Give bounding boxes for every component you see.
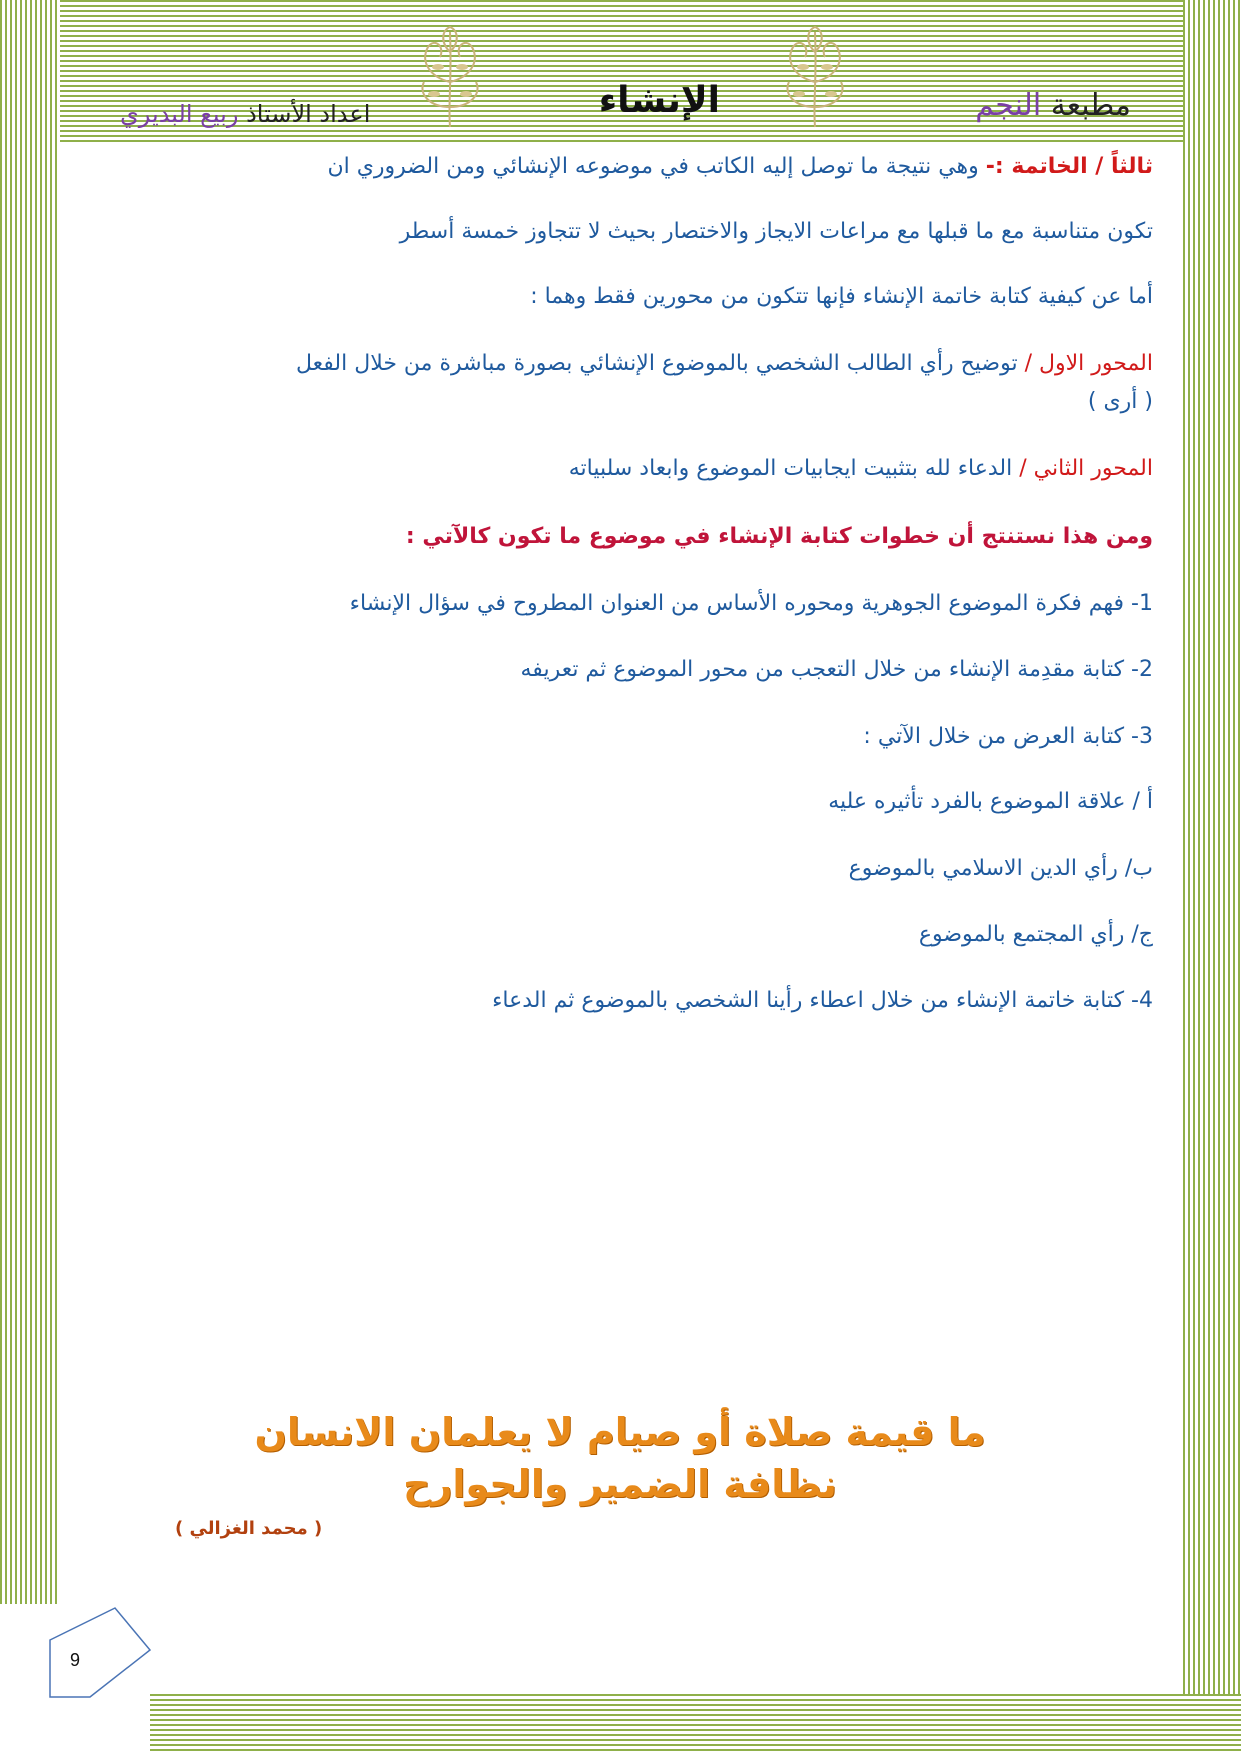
paragraph-conclusion-definition (93, 150, 1153, 184)
axis-text: الدعاء لله بتثبيت ايجابيات الموضوع وابعاد سلبياته (568, 456, 1013, 481)
axis-label: المحور الاول (1039, 351, 1153, 376)
header-author-name: ربيع البديري (120, 100, 239, 128)
header-publisher-prefix: مطبعة (1050, 88, 1131, 123)
quote-line: نظافة الضمير والجوارح (403, 1462, 837, 1506)
header-publisher (975, 88, 1131, 123)
page-border-left (0, 0, 60, 1604)
axis-label: المحور الثاني (1033, 456, 1153, 481)
paragraph-text: أما عن كيفية كتابة خاتمة الإنشاء فإنها تتكون من محورين فقط وهما : (530, 284, 1153, 309)
axis-one-continuation: ( أرى ) (1087, 389, 1153, 414)
section-label: ثالثاً / الخاتمة :- (985, 154, 1153, 179)
quote-author: ( محمد الغزالي ) (175, 1518, 323, 1539)
axis-text: توضيح رأي الطالب الشخصي بالموضوع الإنشائي بصورة مباشرة من خلال الفعل (296, 351, 1018, 376)
list-item: 3- كتابة العرض من خلال الآتي : (863, 724, 1153, 749)
list-item: أ / علاقة الموضوع بالفرد تأثيره عليه (828, 789, 1153, 814)
axis-one (93, 347, 1153, 381)
header-title: الإنشاء (598, 80, 720, 121)
list-item: 1- فهم فكرة الموضوع الجوهرية ومحوره الأساس من العنوان المطروح في سؤال الإنشاء (349, 591, 1153, 616)
axis-separator: / (1017, 351, 1039, 376)
page-border-top (0, 0, 1241, 50)
page-number-shape (45, 1605, 155, 1700)
steps-heading: ومن هذا نستنتج أن خطوات كتابة الإنشاء في موضوع ما تكون كالآتي : (405, 524, 1153, 549)
header-publisher-name: النجم (975, 88, 1042, 123)
floral-ornament-icon (775, 22, 855, 132)
quote-line: ما قيمة صلاة أو صيام لا يعلمان الانسان (254, 1410, 986, 1454)
axis-separator: / (1012, 456, 1034, 481)
page-border-bottom (150, 1694, 1241, 1754)
page-number: 9 (70, 1650, 81, 1670)
list-item: 4- كتابة خاتمة الإنشاء من خلال اعطاء رأينا الشخصي بالموضوع ثم الدعاء (492, 988, 1153, 1013)
paragraph-text: وهي نتيجة ما توصل إليه الكاتب في موضوعه الإنشائي ومن الضروري ان (327, 154, 986, 179)
paragraph-text: تكون متناسبة مع ما قبلها مع مراعات الايجاز والاختصار بحيث لا تتجاوز خمسة أسطر (399, 219, 1153, 244)
list-item: ج/ رأي المجتمع بالموضوع (918, 922, 1153, 947)
page-border-right (1183, 0, 1241, 1754)
list-item: 2- كتابة مقدِمة الإنشاء من خلال التعجب من محور الموضوع ثم تعريفه (520, 657, 1153, 682)
header-author-prefix: اعداد الأستاذ (246, 100, 371, 128)
header-author (120, 100, 370, 128)
list-item: ب/ رأي الدين الاسلامي بالموضوع (848, 856, 1153, 881)
floral-ornament-icon (410, 22, 490, 132)
axis-two (93, 452, 1153, 486)
